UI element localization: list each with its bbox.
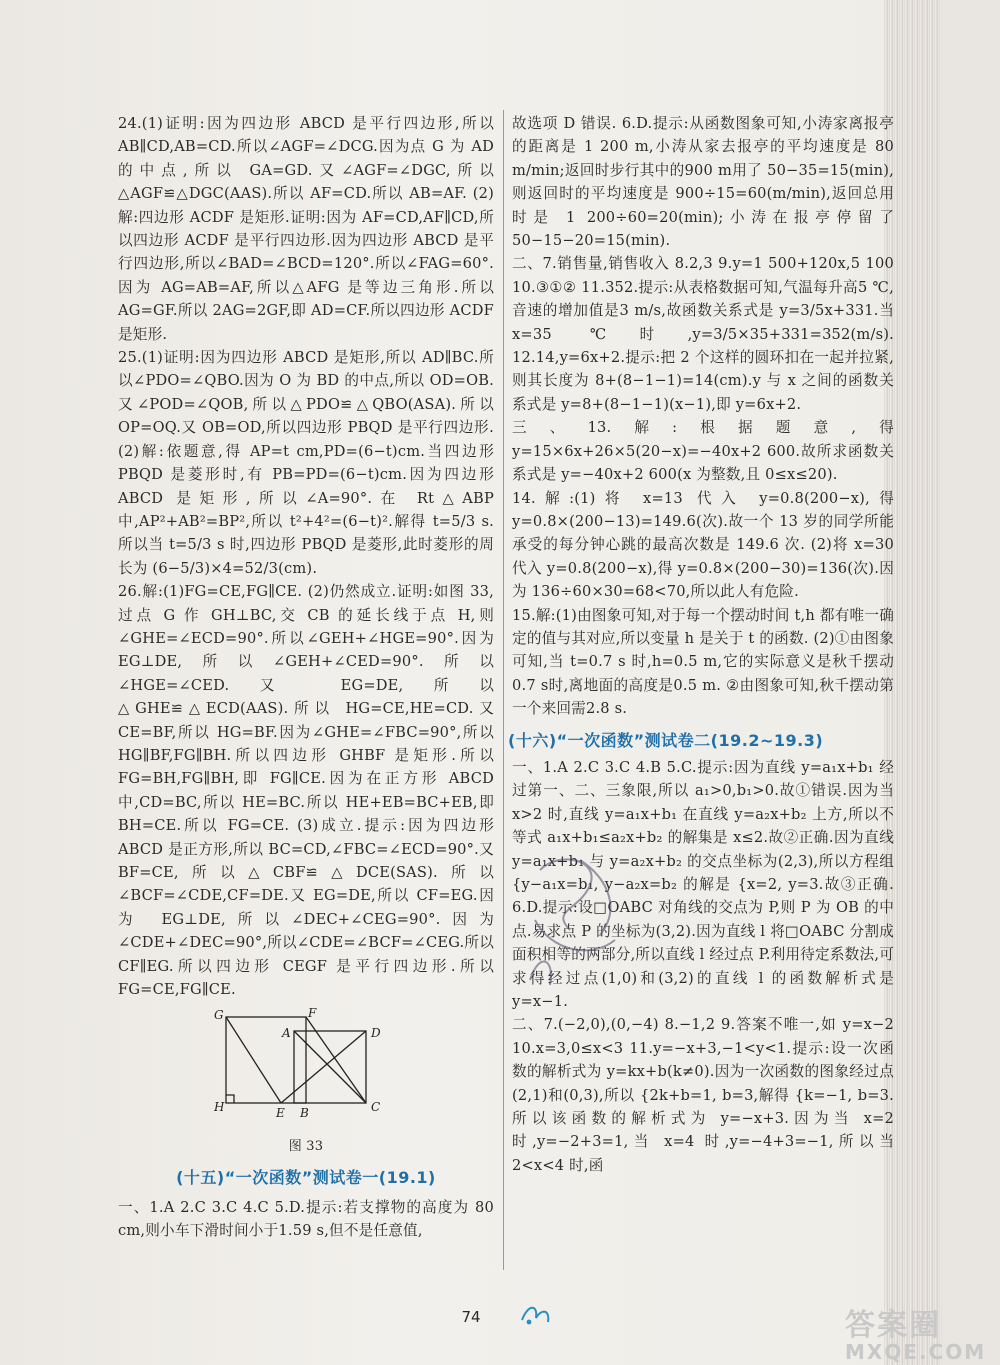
label-a: A bbox=[282, 1026, 291, 1041]
label-e: E bbox=[276, 1106, 285, 1121]
answer-26: 26.解:(1)FG=CE,FG∥CE. (2)仍然成立.证明:如图 33,过点 G 作 GH⊥BC,交 CB 的延长线于点 H,则∠GHE=∠ECD=90°.所以∠GEH+∠HGE=90°.因为 EG⊥DE,所以∠GEH+∠CED=90°.所以∠HGE=∠CED.又 EG=DE,所以△GHE≌△ECD(AAS).所以 HG=CE,HE=CD.又 CE=BF,所以 HG=BF.因为∠GHE=∠FBC=90°,所以 HG∥BF,FG∥BH.所以四边形 GHBF 是矩形.所以 FG=BH,FG∥BH,即 FG∥CE.因为在正方形 ABCD 中,CD=BC,所以 HE=BC.所以 HE+EB=BC+EB,即 BH=CE.所以 FG=CE. (3)成立.提示:因为四边形 ABCD 是正方形,所以 BC=CD,∠FBC=∠ECD=90°.又 BF=CE,所以△CBF≌△DCE(SAS).所以∠BCF=∠CDE,CF=DE.又 EG=DE,所以 CF=EG.因为 EG⊥DE,所以∠DEC+∠CEG=90°.因为∠CDE+∠DEC=90°,所以∠CDE=∠BCF=∠CEG.所以 CF∥EG.所以四边形 CEGF 是平行四边形.所以 FG=CE,FG∥CE. bbox=[118, 583, 494, 999]
watermark-top: 答案圈 bbox=[845, 1308, 941, 1343]
section-16-part-1: 一、1.A 2.C 3.C 4.B 5.C.提示:因为直线 y=a₁x+b₁ 经过第一、二、三象限,所以 a₁>0,b₁>0.故①错误.因为当 x>2 时,直线 y=a₁x+b₁ 在直线 y=a₂x+b₂ 上方,所以不等式 a₁x+b₁≤a₂x+b₂ 的解集是 x≤2.故②正确.因为直线 y=a₁x+b₁ 与 y=a₂x+b₂ 的交点坐标为(2,3),所以方程组 {y−a₁x=b₁, y−a₂x=b₂ 的解是 {x=2, y=3.故③正确. 6.D.提示:设□OABC 对角线的交点为 P,则 P 为 OB 的中点.易求点 P 的坐标为(3,2).因为直线 l 将□OABC 分割成面积相等的两部分,所以直线 l 经过点 P.利用待定系数法,可求得经过点(1,0)和(3,2)的直线 l 的函数解析式是 y=x−1. bbox=[512, 758, 894, 1011]
geometry-figure bbox=[206, 1007, 406, 1125]
label-g: G bbox=[214, 1008, 224, 1023]
segment-ge bbox=[226, 1017, 281, 1103]
answer-15: 15.解:(1)由图象可知,对于每一个摆动时间 t,h 都有唯一确定的值与其对应,所以变量 h 是关于 t 的函数. (2)①由图象可知,当 t=0.7 s 时,h=0.5 m,它的实际意义是秋千摆动0.7 s时,离地面的高度是0.5 m. ②由图象可知,秋千摆动第一个来回需2.8 s. bbox=[512, 606, 894, 718]
section-15-title: (十五)“一次函数”测试卷一(19.1) bbox=[176, 1168, 436, 1188]
label-f: F bbox=[308, 1007, 317, 1021]
answer-14: 14.解:(1)将 x=13 代入 y=0.8(200−x),得 y=0.8×(200−13)=149.6(次).故一个 13 岁的同学所能承受的每分钟心跳的最高次数是 149.6 次. (2)将 x=30 代入 y=0.8(200−x),得 y=0.8×(200−30)=136(次).因为 136÷60×30=68<70,所以此人有危险. bbox=[512, 489, 894, 601]
right-angle-mark bbox=[226, 1095, 234, 1103]
right-column bbox=[508, 112, 894, 1177]
section-16-part-2: 二、7.(−2,0),(0,−4) 8.−1,2 9.答案不唯一,如 y=x−2 10.x=3,0≤x<3 11.y=−x+3,−1<y<1.提示:设一次函数的解析式为 y=kx+b(k≠0).因为一次函数的图象经过点(2,1)和(0,3),所以 {2k+b=1, b=3,解得 {k=−1, b=3.所以该函数的解析式为 y=−x+3.因为当 x=2 时,y=−2+3=1,当 x=4 时,y=−4+3=−1,所以当 2<x<4 时,函 bbox=[512, 1016, 894, 1174]
handwritten-stamp-icon bbox=[520, 840, 650, 990]
page-number: 74 bbox=[461, 1308, 481, 1326]
left-column bbox=[118, 112, 494, 1242]
answer-24: 24.(1)证明:因为四边形 ABCD 是平行四边形,所以 AB∥CD,AB=CD.所以∠AGF=∠DCG.因为点 G 为 AD 的中点,所以 GA=GD.又∠AGF=∠DGC,所以△AGF≌△DGC(AAS).所以 AF=CD.所以 AB=AF. (2)解:四边形 ACDF 是矩形.证明:因为 AF=CD,AF∥CD,所以四边形 ACDF 是平行四边形.因为四边形 ABCD 是平行四边形,所以∠BAD=∠BCD=120°.所以∠FAG=60°.因为 AG=AB=AF,所以△AFG 是等边三角形.所以 AG=GF.所以 2AG=2GF,即 AD=CF.所以四边形 ACDF 是矩形. bbox=[118, 115, 494, 343]
section-16-title: (十六)“一次函数”测试卷二(19.2~19.3) bbox=[508, 730, 824, 750]
answer-part-2: 二、7.销售量,销售收入 8.2,3 9.y=1 500+120x,5 100 10.③①② 11.352.提示:从表格数据可知,气温每升高5 ℃,音速的增加值是3 m/s,故函数关系式是 y=3/5x+331.当 x=35 ℃时,y=3/5×35+331=352(m/s). 12.14,y=6x+2.提示:把 2 个这样的圆环扣在一起并拉紧,则其长度为 8+(8−1−1)=14(cm).y 与 x 之间的函数关系式是 y=8+(8−1−1)(x−1),即 y=6x+2. bbox=[512, 255, 894, 413]
label-d: D bbox=[371, 1026, 381, 1041]
answer-13: 三、13.解:根据题意,得 y=15×6x+26×5(20−x)=−40x+2 600.故所求函数关系式是 y=−40x+2 600(x 为整数,且 0≤x≤20). bbox=[512, 419, 894, 484]
figure-33 bbox=[118, 1007, 494, 1132]
figure-caption: 图 33 bbox=[288, 1138, 324, 1154]
label-h: H bbox=[214, 1100, 225, 1115]
label-c: C bbox=[371, 1100, 381, 1115]
answer-5-6-cont: 故选项 D 错误. 6.D.提示:从函数图象可知,小涛家离报亭的距离是 1 200 m,小涛从家去报亭的平均速度是 80 m/min;返回时步行其中的900 m用了 50−35=15(min),则返回时的平均速度是 900÷15=60(m/min),返回总用时是 1 200÷60=20(min);小涛在报亭停留了 50−15−20=15(min). bbox=[512, 115, 894, 250]
watermark bbox=[845, 1300, 986, 1364]
segment-fc bbox=[306, 1017, 366, 1103]
answer-25: 25.(1)证明:因为四边形 ABCD 是矩形,所以 AD∥BC.所以∠PDO=∠QBO.因为 O 为 BD 的中点,所以 OD=OB.又∠POD=∠QOB,所以△PDO≌△QBO(ASA).所以 OP=OQ.又 OB=OD,所以四边形 PBQD 是平行四边形. (2)解:依题意,得 AP=t cm,PD=(6−t)cm.当四边形 PBQD 是菱形时,有 PB=PD=(6−t)cm.因为四边形 ABCD 是矩形,所以∠A=90°.在 Rt△ABP 中,AP²+AB²=BP²,所以 t²+4²=(6−t)².解得 t=5/3 s.所以当 t=5/3 s 时,四边形 PBQD 是菱形,此时菱形的周长为 (6−5/3)×4=52/3(cm). bbox=[118, 349, 494, 577]
column-divider bbox=[503, 110, 504, 1270]
segment-ac bbox=[294, 1031, 366, 1103]
watermark-bottom: MXQE.COM bbox=[845, 1340, 987, 1364]
label-b: B bbox=[300, 1106, 310, 1121]
section-15-part-1: 一、1.A 2.C 3.C 4.C 5.D.提示:若支撑物的高度为 80 cm,则小车下滑时间小于1.59 s,但不是任意值, bbox=[118, 1198, 494, 1240]
